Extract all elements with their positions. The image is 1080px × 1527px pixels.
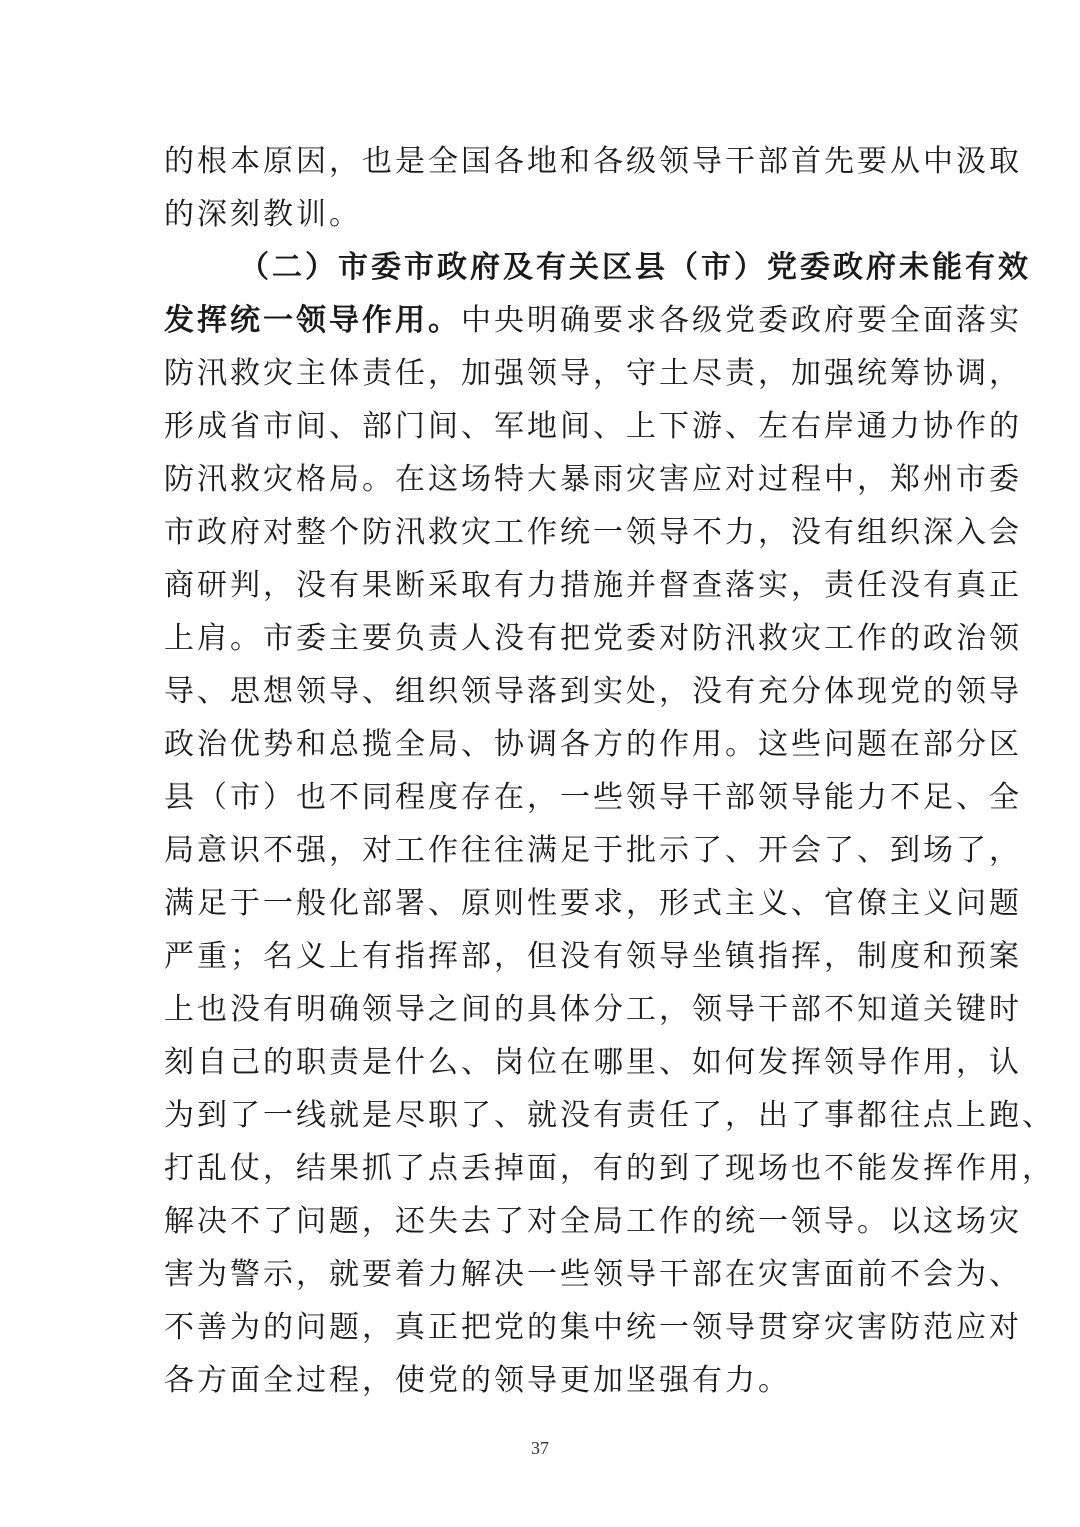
text-line: 不善为的问题，真正把党的集中统一领导贯穿灾害防范应对 [164,1310,1022,1345]
text-line: 上肩。市委主要负责人没有把党委对防汛救灾工作的政治领 [164,621,1022,656]
text-line: 商研判，没有果断采取有力措施并督查落实，责任没有真正 [164,568,1022,603]
section-heading-end: 发挥统一领导作用。 [164,303,461,338]
section-heading: （二）市委市政府及有关区县（市）党委政府未能有效 [239,250,1031,285]
page-number: 37 [531,1438,549,1458]
text-line: 上也没有明确领导之间的具体分工，领导干部不知道关键时 [164,992,1022,1027]
text-line [164,294,1022,347]
text-run: 中央明确要求各级党委政府要全面落实 [461,303,1022,338]
text-line: 导、思想领导、组织领导落到实处，没有充分体现党的领导 [164,674,1022,709]
text-line: 严重；名义上有指挥部，但没有领导坐镇指挥，制度和预案 [164,939,1022,974]
text-line: 刻自己的职责是什么、岗位在哪里、如何发挥领导作用，认 [164,1045,1022,1080]
text-line: 的深刻教训。 [164,197,362,232]
text-line: 局意识不强，对工作往往满足于批示了、开会了、到场了， [164,833,1022,868]
paragraph-continuation [164,135,1022,241]
text-line: 形成省市间、部门间、军地间、上下游、左右岸通力协作的 [164,409,1022,444]
text-line: 市政府对整个防汛救灾工作统一领导不力，没有组织深入会 [164,515,1022,550]
text-line: 的根本原因，也是全国各地和各级领导干部首先要从中汲取 [164,144,1022,179]
text-line: 解决不了问题，还失去了对全局工作的统一领导。以这场灾 [164,1204,1022,1239]
text-line: 政治优势和总揽全局、协调各方的作用。这些问题在部分区 [164,727,1022,762]
text-line: 打乱仗，结果抓了点丢掉面，有的到了现场也不能发挥作用， [164,1151,1055,1186]
text-line: 为到了一线就是尽职了、就没有责任了，出了事都往点上跑、 [164,1098,1055,1133]
text-line: 害为警示，就要着力解决一些领导干部在灾害面前不会为、 [164,1257,1022,1292]
text-line: 防汛救灾格局。在这场特大暴雨灾害应对过程中，郑州市委 [164,462,1022,497]
text-line: 各方面全过程，使党的领导更加坚强有力。 [164,1363,791,1398]
text-line: 防汛救灾主体责任，加强领导，守土尽责，加强统筹协调， [164,356,1022,391]
text-line: 县（市）也不同程度存在，一些领导干部领导能力不足、全 [164,780,1022,815]
text-line: 满足于一般化部署、原则性要求，形式主义、官僚主义问题 [164,886,1022,921]
paragraph-section-two [164,241,1055,1407]
